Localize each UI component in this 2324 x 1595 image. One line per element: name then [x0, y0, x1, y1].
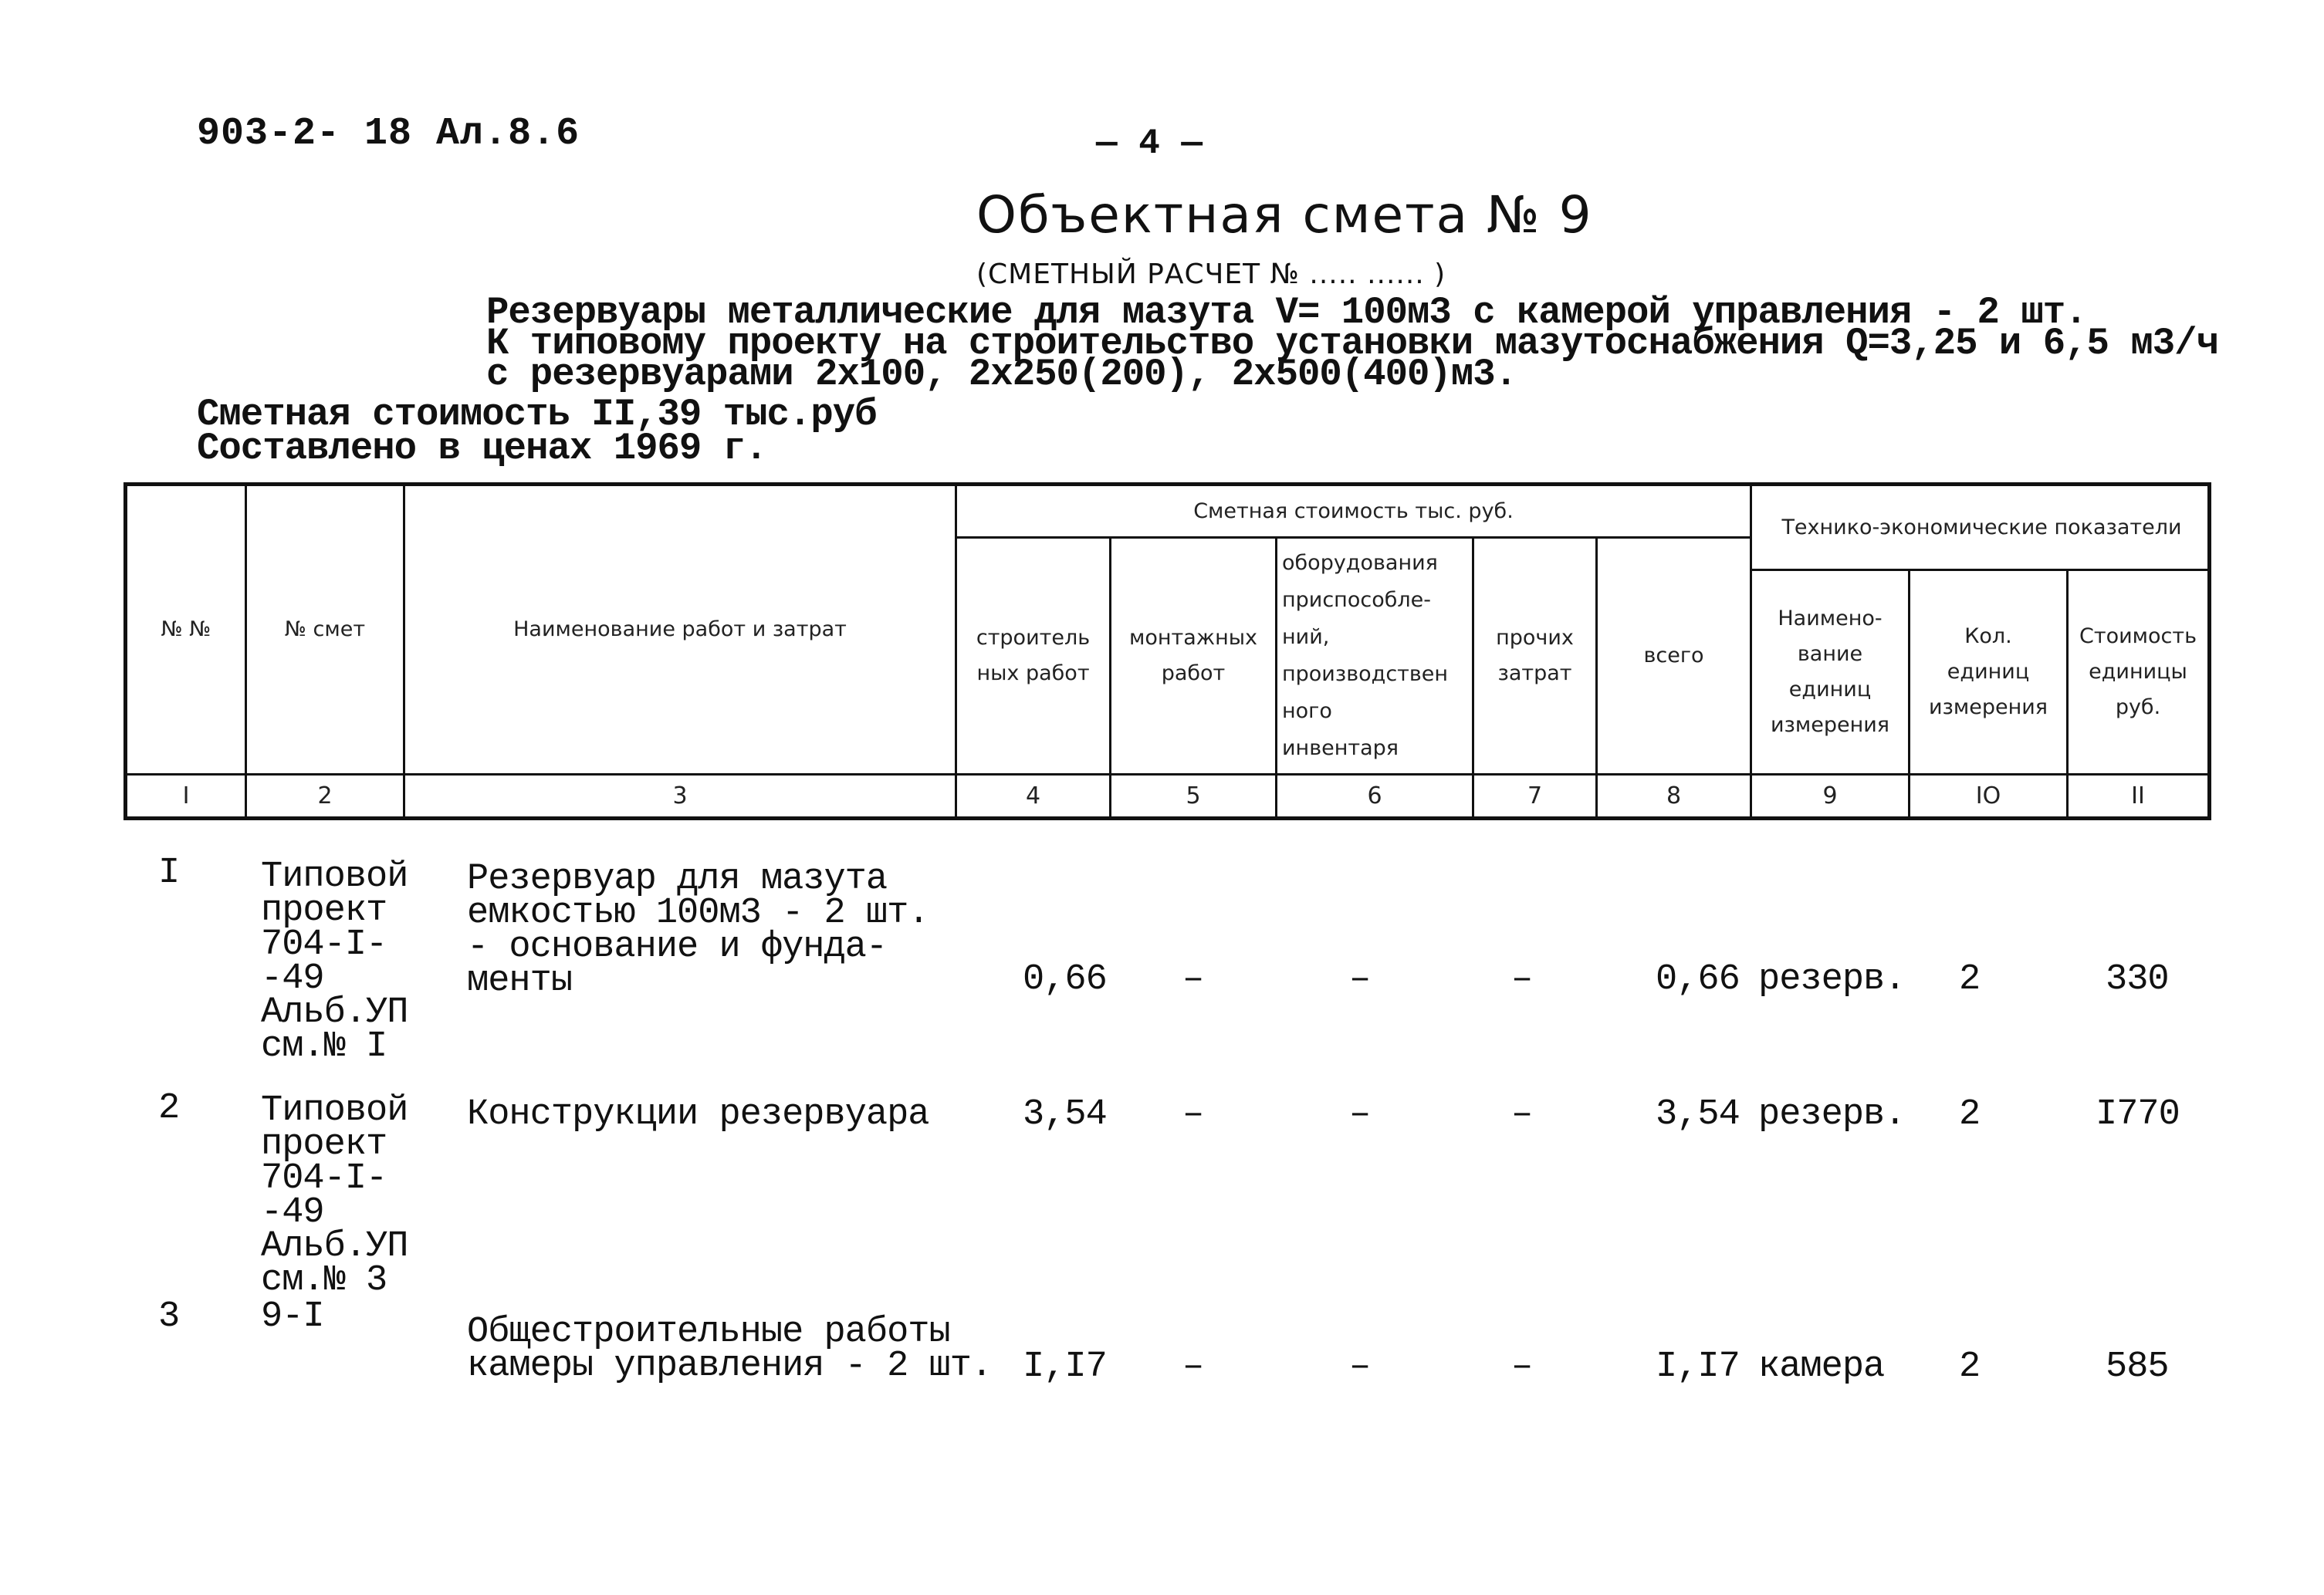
col-number: 9	[1752, 776, 1910, 816]
row-unit-qty: 2	[1959, 959, 1981, 1000]
col-number: 8	[1598, 776, 1752, 816]
row-work-name: Конструкции резервуара	[467, 1094, 929, 1135]
row-equipment-cost: –	[1349, 1347, 1371, 1387]
col-header-name: Наименование работ и затрат	[405, 486, 957, 776]
col-number: 6	[1277, 776, 1474, 816]
row-smeta: Типовой проект 704-I- -49 Альб.УП см.№ I	[261, 857, 408, 1067]
row-number: 3	[158, 1296, 180, 1337]
row-construction-cost: I,I7	[1023, 1347, 1107, 1387]
col-header-total: всего	[1598, 539, 1752, 776]
col-number: II	[2131, 782, 2145, 809]
row-total-cost: 0,66	[1656, 959, 1740, 1000]
col-header-equipment: оборудования приспособле- ний, производствен ного инвентаря	[1277, 539, 1474, 776]
row-installation-cost: –	[1182, 959, 1204, 1000]
row-unit-qty: 2	[1959, 1094, 1981, 1135]
row-unit-name: камера	[1758, 1347, 1885, 1387]
col-header-unit-name: Наимено- вание единиц измерения	[1752, 571, 1910, 776]
row-total-cost: I,I7	[1656, 1347, 1740, 1387]
row-other-cost: –	[1511, 959, 1533, 1000]
row-equipment-cost: –	[1349, 1094, 1371, 1135]
col-header-other: прочих затрат	[1474, 539, 1598, 776]
col-number: 5	[1111, 776, 1277, 816]
cost-info	[197, 393, 877, 470]
col-header-smeta: № смет	[247, 486, 405, 776]
row-unit-name: резерв.	[1758, 1094, 1906, 1135]
row-work-name: Резервуар для мазута емкостью 100м3 - 2 шт. - основание и фунда- менты	[467, 859, 929, 1002]
page-number: — 4 —	[1096, 123, 1203, 164]
prices-year: Составлено в ценах 1969 г.	[197, 427, 767, 470]
row-unit-cost: I770	[2096, 1094, 2180, 1135]
row-number: I	[158, 853, 180, 894]
row-unit-qty: 2	[1959, 1347, 1981, 1387]
row-smeta: Типовой проект 704-I- -49 Альб.УП см.№ 3	[261, 1090, 408, 1301]
page-subtitle: (СМЕТНЫЙ РАСЧЕТ № ..... ...... )	[976, 259, 1446, 290]
row-installation-cost: –	[1182, 1094, 1204, 1135]
row-other-cost: –	[1511, 1094, 1533, 1135]
row-unit-name: резерв.	[1758, 959, 1906, 1000]
description-line: Резервуары металлические для мазута V= 100м3 с камерой управления - 2 шт.	[486, 291, 2087, 334]
col-number: 7	[1474, 776, 1598, 816]
row-unit-cost: 330	[2106, 959, 2169, 1000]
col-number: 2	[247, 776, 405, 816]
col-number: 3	[405, 776, 957, 816]
description-line: с резервуарами 2х100, 2х250(200), 2х500(400)м3.	[486, 353, 1517, 396]
description-line: К типовому проекту на строительство установки мазутоснабжения Q=3,25 и 6,5 м3/ч	[486, 322, 2218, 365]
document-code: 903-2- 18 Ал.8.6	[197, 112, 580, 156]
col-number: IO	[1910, 776, 2069, 816]
row-equipment-cost: –	[1349, 959, 1371, 1000]
row-construction-cost: 0,66	[1023, 959, 1107, 1000]
row-unit-cost: 585	[2106, 1347, 2169, 1387]
col-header-unit-qty: Кол. единиц измерения	[1910, 571, 2069, 776]
col-header-construction: строитель ных работ	[957, 539, 1111, 776]
estimate-table-header	[123, 482, 2211, 820]
description-block	[486, 291, 2218, 396]
row-other-cost: –	[1511, 1347, 1533, 1387]
row-number: 2	[158, 1088, 180, 1129]
col-number: I	[127, 776, 247, 816]
page-title: Объектная смета № 9	[976, 185, 1593, 245]
row-total-cost: 3,54	[1656, 1094, 1740, 1135]
row-installation-cost: –	[1182, 1347, 1204, 1387]
col-header-num: № №	[127, 486, 247, 776]
row-work-name: Общестроительные работы камеры управления - 2 шт.	[467, 1312, 993, 1387]
col-number: 4	[957, 776, 1111, 816]
col-header-installation: монтажных работ	[1111, 539, 1277, 776]
row-construction-cost: 3,54	[1023, 1094, 1107, 1135]
row-smeta: 9-I	[261, 1296, 324, 1337]
group-header-indicators: Технико-экономические показатели	[1752, 486, 2211, 571]
estimated-cost: Сметная стоимость II,39 тыс.руб	[197, 393, 877, 436]
group-header-cost: Сметная стоимость тыс. руб.	[957, 486, 1752, 539]
col-header-unit-cost: Стоимость единицы руб.	[2069, 571, 2207, 776]
